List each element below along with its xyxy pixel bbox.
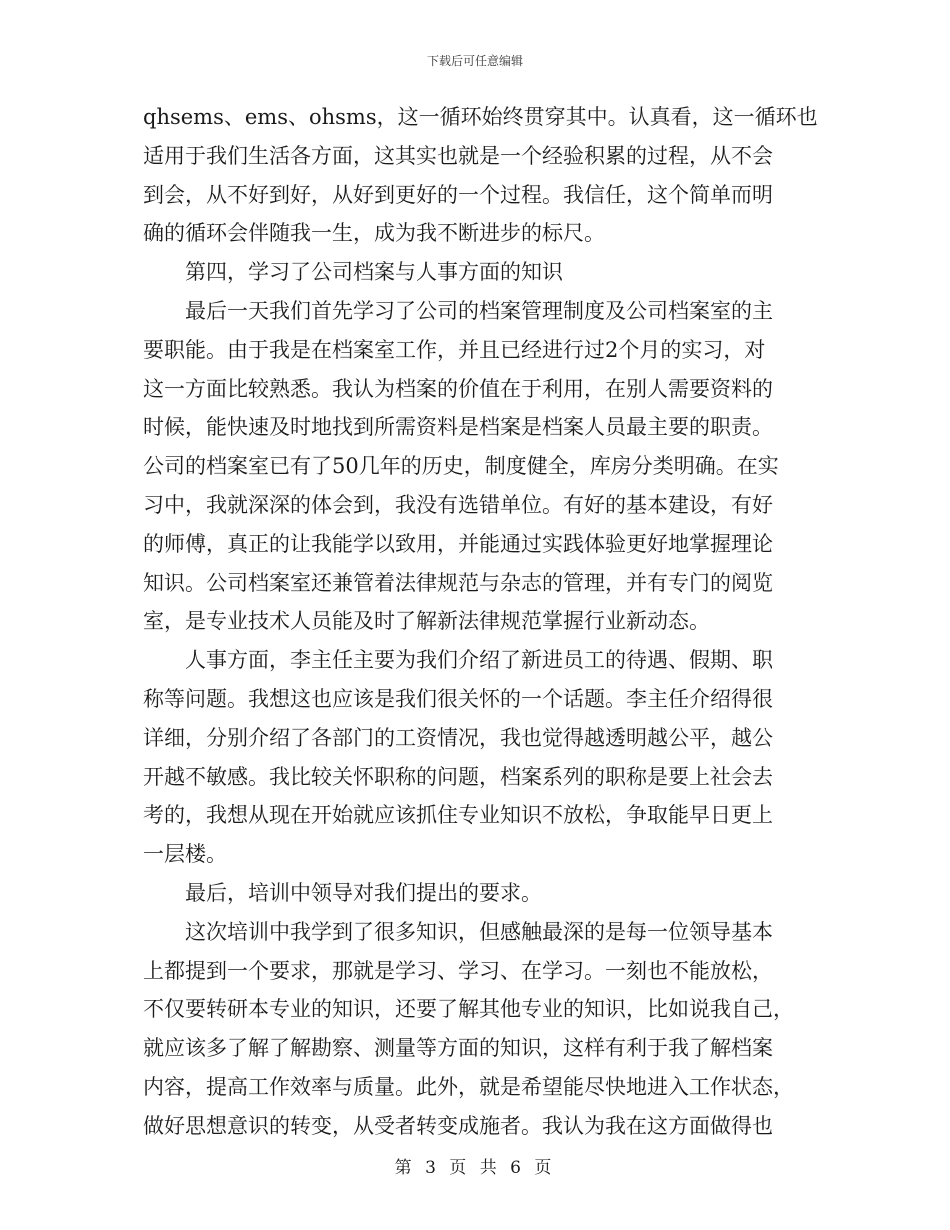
text-line: 公司的档案室已有了50几年的历史，制度健全，库房分类明确。在实 <box>143 454 779 479</box>
text-line: 考的，我想从现在开始就应该抓住专业知识不放松，争取能早日更上 <box>143 803 773 828</box>
text-line: 就应该多了解了解勘察、测量等方面的知识，这样有利于我了解档案 <box>143 1036 773 1061</box>
text-line: qhsems、ems、ohsms，这一循环始终贯穿其中。认真看，这一循环也 <box>143 105 818 129</box>
text-line: 室，是专业技术人员能及时了解新法律规范掌握行业新动态。 <box>143 609 710 634</box>
text-line: 人事方面，李主任主要为我们介绍了新进员工的待遇、假期、职 <box>185 648 773 673</box>
text-line: 开越不敏感。我比较关怀职称的问题，档案系列的职称是要上社会去 <box>143 764 773 789</box>
text-line: 第四，学习了公司档案与人事方面的知识 <box>185 260 563 285</box>
text-line: 的师傅，真正的让我能学以致用，并能通过实践体验更好地掌握理论 <box>143 531 773 556</box>
text-line: 确的循环会伴随我一生，成为我不断进步的标尺。 <box>143 221 605 246</box>
text-line: 详细，分别介绍了各部门的工资情况，我也觉得越透明越公平，越公 <box>143 725 773 750</box>
text-line: 做好思想意识的转变，从受者转变成施者。我认为我在这方面做得也 <box>143 1113 773 1138</box>
text-line: 称等问题。我想这也应该是我们很关怀的一个话题。李主任介绍得很 <box>143 686 773 711</box>
text-line: 适用于我们生活各方面，这其实也就是一个经验积累的过程，从不会 <box>143 143 773 168</box>
text-line: 到会，从不好到好，从好到更好的一个过程。我信任，这个简单而明 <box>143 182 773 207</box>
page-footer: 第 3 页 共 6 页 <box>394 1158 556 1178</box>
text-line: 习中，我就深深的体会到，我没有选错单位。有好的基本建设，有好 <box>143 492 773 517</box>
document-body <box>143 98 818 1146</box>
text-line: 一层楼。 <box>143 842 227 867</box>
text-line: 要职能。由于我是在档案室工作，并且已经进行过2个月的实习，对 <box>143 337 766 362</box>
text-line: 最后一天我们首先学习了公司的档案管理制度及公司档案室的主 <box>185 298 773 323</box>
text-line: 不仅要转研本专业的知识，还要了解其他专业的知识，比如说我自己， <box>143 997 794 1022</box>
text-line: 最后，培训中领导对我们提出的要求。 <box>185 880 542 905</box>
text-line: 内容，提高工作效率与质量。此外，就是希望能尽快地进入工作状态， <box>143 1074 794 1099</box>
page-header: 下载后可任意编辑 <box>426 54 523 68</box>
text-line: 这次培训中我学到了很多知识，但感触最深的是每一位领导基本 <box>185 919 773 944</box>
text-line: 上都提到一个要求，那就是学习、学习、在学习。一刻也不能放松， <box>143 958 773 983</box>
text-line: 这一方面比较熟悉。我认为档案的价值在于利用，在别人需要资料的 <box>143 376 773 401</box>
text-line: 知识。公司档案室还兼管着法律规范与杂志的管理，并有专门的阅览 <box>143 570 773 595</box>
text-line: 时候，能快速及时地找到所需资料是档案是档案人员最主要的职责。 <box>143 415 773 440</box>
